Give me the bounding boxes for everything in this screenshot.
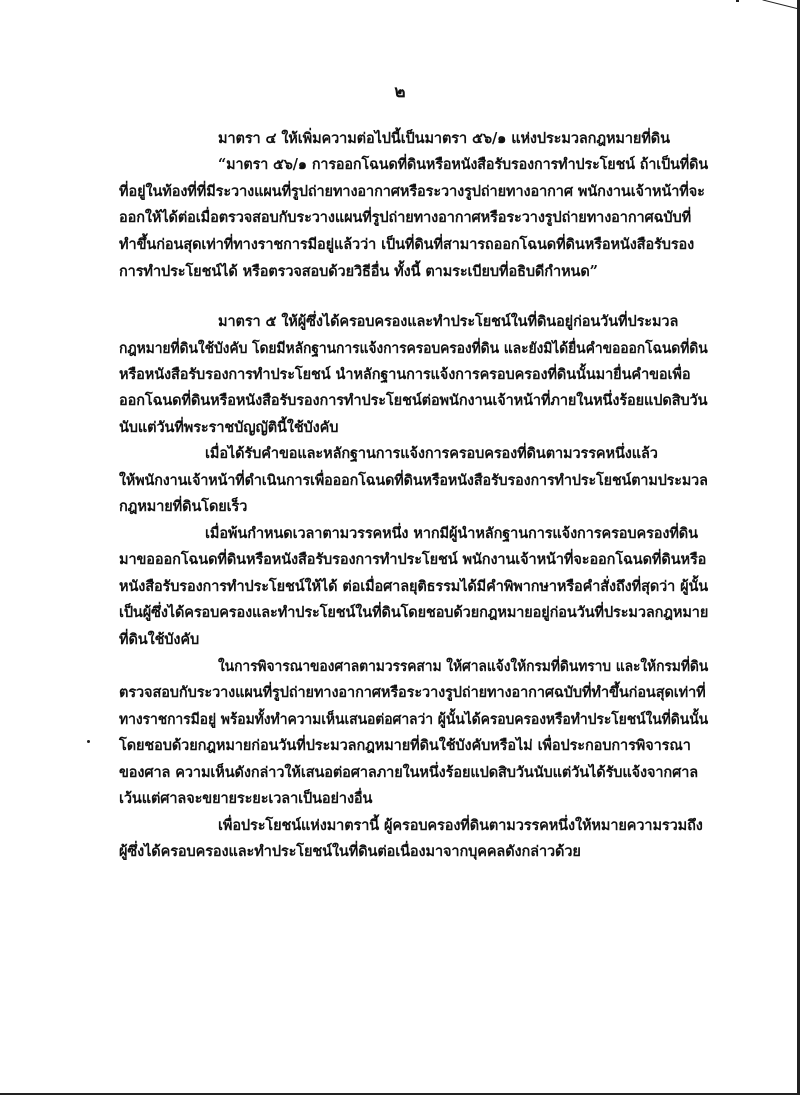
text-line: ของศาล ความเห็นดังกล่าวให้เสนอต่อศาลภายในหนึ่งร้อยแปดสิบวันนับแต่วันได้รับแจ้งจากศาล [119, 764, 699, 781]
text-line: ที่ดินใช้บังคับ [119, 631, 200, 648]
text-line: หรือหนังสือรับรองการทำประโยชน์ นำหลักฐานการแจ้งการครอบครองที่ดินนั้นมายื่นคำขอเพื่อ [119, 366, 691, 383]
scan-speck [762, 0, 799, 10]
text-line: โดยชอบด้วยกฎหมายก่อนวันที่ประมวลกฎหมายที่ดินใช้บังคับหรือไม่ เพื่อประกอบการพิจารณา [119, 737, 691, 754]
text-line: เมื่อพ้นกำหนดเวลาตามวรรคหนึ่ง หากมีผู้นำหลักฐานการแจ้งการครอบครองที่ดิน [205, 525, 698, 542]
text-line: กฎหมายที่ดินโดยเร็ว [119, 498, 248, 515]
text-line: มาตรา ๔ ให้เพิ่มความต่อไปนี้เป็นมาตรา ๕๖/๑ แห่งประมวลกฎหมายที่ดิน [218, 130, 670, 147]
text-line: ตรวจสอบกับระวางแผนที่รูปถ่ายทางอากาศหรือระวางรูปถ่ายทางอากาศฉบับที่ทำขึ้นก่อนสุดเท่าที่ [119, 684, 706, 701]
text-line: หนังสือรับรองการทำประโยชน์ให้ได้ ต่อเมื่อศาลยุติธรรมได้มีคำพิพากษาหรือคำสั่งถึงที่สุดว่า ผู้นั้น [119, 578, 709, 595]
text-line: ออกให้ได้ต่อเมื่อตรวจสอบกับระวางแผนที่รูปถ่ายทางอากาศหรือระวางรูปถ่ายทางอากาศฉบับที่ [119, 209, 692, 226]
text-line: การทำประโยชน์ได้ หรือตรวจสอบด้วยวิธีอื่น ทั้งนี้ ตามระเบียบที่อธิบดีกำหนด” [119, 263, 598, 280]
scan-speck [87, 740, 90, 743]
text-line: “มาตรา ๕๖/๑ การออกโฉนดที่ดินหรือหนังสือรับรองการทำประโยชน์ ถ้าเป็นที่ดิน [218, 156, 709, 173]
text-line: มาตรา ๕ ให้ผู้ซึ่งได้ครอบครองและทำประโยชน์ในที่ดินอยู่ก่อนวันที่ประมวล [218, 313, 679, 330]
text-line: มาขอออกโฉนดที่ดินหรือหนังสือรับรองการทำประโยชน์ พนักงานเจ้าหน้าที่จะออกโฉนดที่ดินหรือ [119, 551, 707, 568]
text-line: ทำขึ้นก่อนสุดเท่าที่ทางราชการมีอยู่แล้วว่า เป็นที่ดินที่สามารถออกโฉนดที่ดินหรือหนังสือรับรอง [119, 236, 695, 253]
text-line: ออกโฉนดที่ดินหรือหนังสือรับรองการทำประโยชน์ต่อพนักงานเจ้าหน้าที่ภายในหนึ่งร้อยแปดสิบวัน [119, 392, 708, 409]
text-line: ในการพิจารณาของศาลตามวรรคสาม ให้ศาลแจ้งให้กรมที่ดินทราบ และให้กรมที่ดิน [218, 658, 709, 675]
text-line: เพื่อประโยชน์แห่งมาตรานี้ ผู้ครอบครองที่ดินตามวรรคหนึ่งให้หมายความรวมถึง [218, 817, 703, 834]
text-line: นับแต่วันที่พระราชบัญญัตินี้ใช้บังคับ [119, 419, 339, 436]
text-line: เมื่อได้รับคำขอและหลักฐานการแจ้งการครอบครองที่ดินตามวรรคหนึ่งแล้ว [205, 445, 658, 462]
page-number: ๒ [394, 82, 406, 102]
text-line: ที่อยู่ในท้องที่ที่มีระวางแผนที่รูปถ่ายทางอากาศหรือระวางรูปถ่ายทางอากาศ พนักงานเจ้าหน้าที่จะ [119, 183, 705, 200]
text-line: เว้นแต่ศาลจะขยายระยะเวลาเป็นอย่างอื่น [119, 790, 373, 807]
text-line: เป็นผู้ซึ่งได้ครอบครองและทำประโยชน์ในที่ดินโดยชอบด้วยกฎหมายอยู่ก่อนวันที่ประมวลกฎหมาย [119, 604, 709, 621]
text-line: กฎหมายที่ดินใช้บังคับ โดยมีหลักฐานการแจ้งการครอบครองที่ดิน และยังมิได้ยื่นคำขอออกโฉนดที่ดิน [119, 340, 708, 357]
text-line: ให้พนักงานเจ้าหน้าที่ดำเนินการเพื่อออกโฉนดที่ดินหรือหนังสือรับรองการทำประโยชน์ตามประมวล [119, 472, 708, 489]
text-line: ผู้ซึ่งได้ครอบครองและทำประโยชน์ในที่ดินต่อเนื่องมาจากบุคคลดังกล่าวด้วย [119, 843, 581, 860]
scan-speck [736, 0, 739, 2]
text-line: ทางราชการมีอยู่ พร้อมทั้งทำความเห็นเสนอต่อศาลว่า ผู้นั้นได้ครอบครองหรือทำประโยชน์ในที่ดินนั้น [119, 711, 709, 728]
